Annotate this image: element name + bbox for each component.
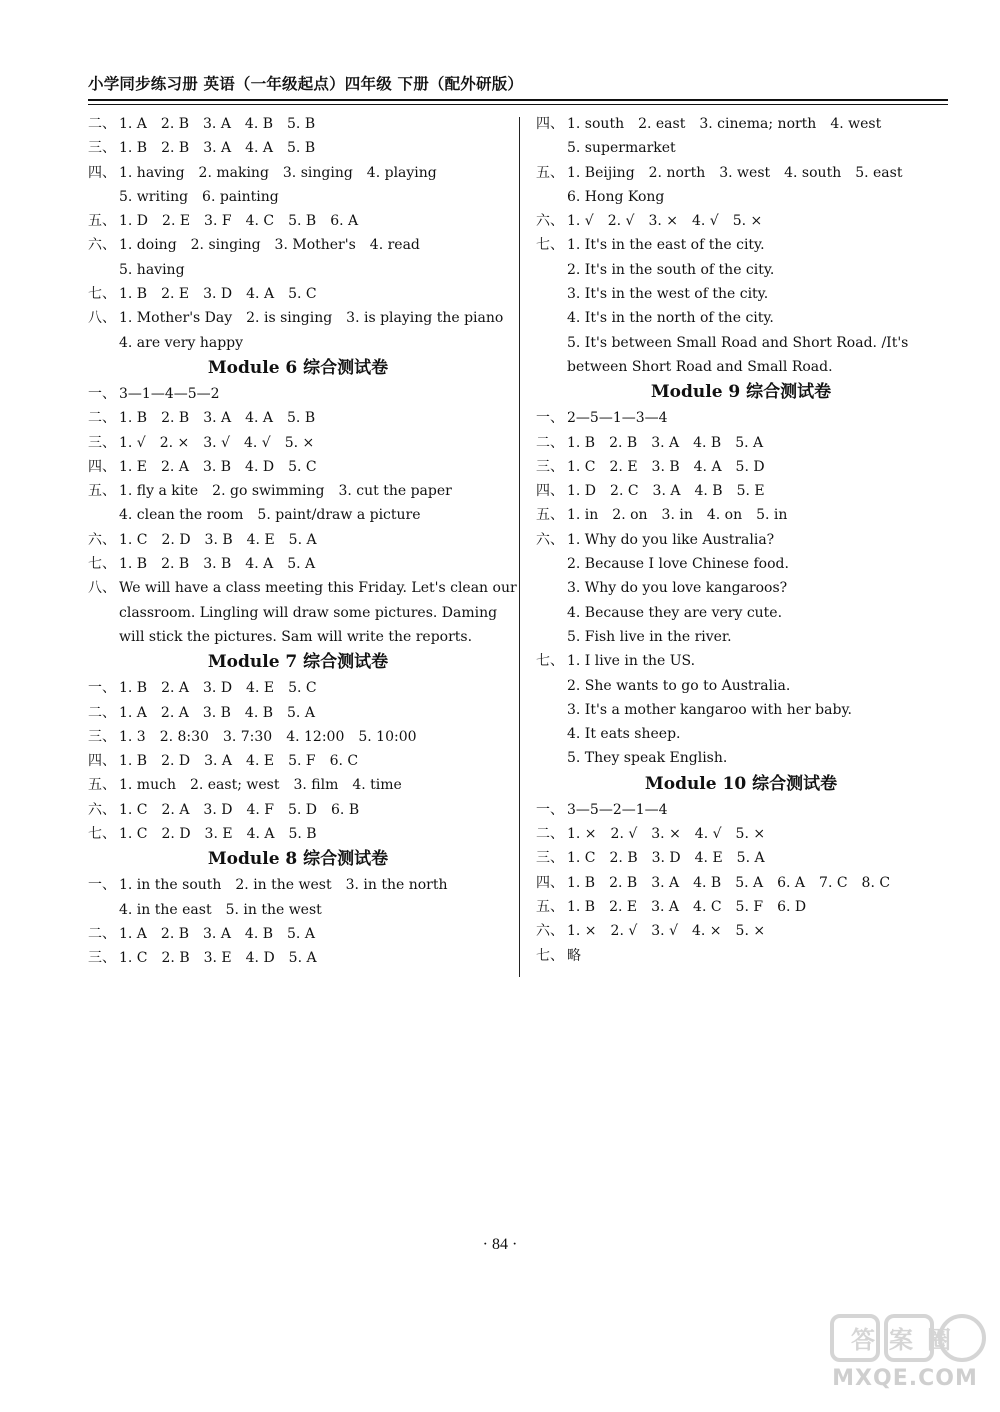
answer-line-continued: 2. Because I love Chinese food. bbox=[567, 556, 789, 573]
answer-line-continued: 4. Because they are very cute. bbox=[567, 604, 783, 621]
answer-line bbox=[536, 798, 946, 822]
watermark-logo-text: 答案圈 bbox=[851, 1326, 965, 1354]
answer-text: 1. √ 2. √ 3. × 4. √ 5. × bbox=[567, 213, 763, 230]
page-header bbox=[88, 72, 948, 98]
answer-text: 1. B 2. A 3. D 4. E 5. C bbox=[119, 680, 317, 697]
answer-line bbox=[88, 725, 508, 749]
answer-line bbox=[88, 873, 508, 897]
answer-text: 1. in the south 2. in the west 3. in the north bbox=[119, 877, 448, 894]
column-divider bbox=[519, 117, 520, 977]
answer-line bbox=[536, 431, 946, 455]
answer-line bbox=[536, 649, 946, 673]
question-number: 七、 bbox=[536, 653, 564, 670]
question-number: 七、 bbox=[536, 947, 564, 964]
answer-line-continued: 4. are very happy bbox=[119, 334, 244, 351]
answer-text: 1. B 2. E 3. D 4. A 5. C bbox=[119, 286, 317, 303]
answer-line bbox=[88, 552, 508, 576]
question-number: 七、 bbox=[88, 826, 116, 843]
question-number: 八、 bbox=[88, 580, 116, 597]
answer-line bbox=[88, 922, 508, 946]
question-number: 二、 bbox=[536, 434, 564, 451]
page-number: · 84 · bbox=[482, 1236, 518, 1253]
answer-line-continued: 5. having bbox=[119, 261, 185, 278]
answer-text: 1. It's in the east of the city. bbox=[567, 237, 765, 254]
question-number: 四、 bbox=[88, 753, 116, 770]
question-number: 二、 bbox=[88, 704, 116, 721]
question-number: 四、 bbox=[88, 164, 116, 181]
answer-text: 2—5—1—3—4 bbox=[567, 410, 668, 427]
answer-line bbox=[536, 503, 946, 527]
answer-line-continued: 5. It's between Small Road and Short Road. /It's bbox=[567, 334, 909, 351]
question-number: 一、 bbox=[536, 410, 564, 427]
question-number: 七、 bbox=[88, 556, 116, 573]
question-number: 三、 bbox=[88, 434, 116, 451]
answer-line-continued: 5. Fish live in the river. bbox=[567, 628, 732, 645]
question-number: 二、 bbox=[536, 826, 564, 843]
answer-line bbox=[88, 406, 508, 430]
answer-line bbox=[536, 871, 946, 895]
question-number: 七、 bbox=[88, 286, 116, 303]
answer-line-continued: 3. Why do you love kangaroos? bbox=[567, 580, 788, 597]
answer-text: 1. √ 2. × 3. √ 4. √ 5. × bbox=[119, 434, 315, 451]
question-number: 四、 bbox=[536, 116, 564, 132]
answer-text: 1. E 2. A 3. B 4. D 5. C bbox=[119, 458, 317, 475]
answer-text: 1. B 2. E 3. A 4. C 5. F 6. D bbox=[567, 898, 807, 915]
answer-text: 1. I live in the US. bbox=[567, 653, 696, 670]
answer-text: 1. C 2. B 3. E 4. D 5. A bbox=[119, 950, 317, 967]
answer-line bbox=[88, 946, 508, 970]
question-number: 六、 bbox=[88, 801, 116, 818]
answer-text: 3—5—2—1—4 bbox=[567, 801, 668, 818]
answer-text: 1. Beijing 2. north 3. west 4. south 5. east bbox=[567, 164, 903, 181]
answer-line-continued: 2. She wants to go to Australia. bbox=[567, 677, 791, 694]
question-number: 三、 bbox=[536, 850, 564, 867]
answer-line-continued: will stick the pictures. Sam will write the reports. bbox=[119, 628, 473, 645]
section-title: Module 7 综合测试卷 bbox=[207, 652, 389, 673]
question-number: 八、 bbox=[88, 310, 116, 327]
answer-line bbox=[88, 282, 508, 306]
section-title: Module 6 综合测试卷 bbox=[207, 357, 389, 378]
answer-line bbox=[88, 161, 508, 185]
answer-text: 1. B 2. B 3. A 4. B 5. A bbox=[567, 434, 764, 451]
answer-line bbox=[88, 306, 508, 330]
watermark-logo-icon bbox=[828, 1310, 988, 1366]
question-number: 六、 bbox=[536, 923, 564, 940]
answer-line bbox=[88, 233, 508, 257]
question-number: 六、 bbox=[88, 531, 116, 548]
answer-line bbox=[88, 822, 508, 846]
answer-line-continued: 3. It's a mother kangaroo with her baby. bbox=[567, 701, 852, 718]
question-number: 三、 bbox=[88, 140, 116, 157]
watermark bbox=[820, 1310, 990, 1400]
answer-line bbox=[88, 798, 508, 822]
answer-text: 1. Why do you like Australia? bbox=[567, 531, 775, 548]
answer-line bbox=[536, 822, 946, 846]
answer-line bbox=[88, 528, 508, 552]
answer-text: 1. doing 2. singing 3. Mother's 4. read bbox=[119, 237, 420, 254]
answer-line bbox=[536, 846, 946, 870]
answer-text: 1. fly a kite 2. go swimming 3. cut the paper bbox=[119, 483, 452, 500]
answer-text: 1. C 2. A 3. D 4. F 5. D 6. B bbox=[119, 801, 360, 818]
answer-text: 1. A 2. B 3. A 4. B 5. B bbox=[119, 116, 316, 132]
answer-line bbox=[88, 749, 508, 773]
answer-text: 1. much 2. east; west 3. film 4. time bbox=[119, 777, 402, 794]
question-number: 五、 bbox=[536, 898, 564, 915]
answer-text: 1. B 2. B 3. B 4. A 5. A bbox=[119, 556, 316, 573]
answer-line bbox=[88, 455, 508, 479]
answer-text: 1. having 2. making 3. singing 4. playing bbox=[119, 164, 437, 181]
answer-line-continued: 2. It's in the south of the city. bbox=[567, 261, 775, 278]
answer-text: 1. 3 2. 8:30 3. 7:30 4. 12:00 5. 10:00 bbox=[119, 728, 417, 745]
answer-text: 1. in 2. on 3. in 4. on 5. in bbox=[567, 507, 788, 524]
header-rule-thin bbox=[88, 104, 948, 105]
answer-line-continued: 5. They speak English. bbox=[567, 750, 728, 767]
section-title: Module 8 综合测试卷 bbox=[207, 849, 389, 870]
question-number: 三、 bbox=[88, 728, 116, 745]
question-number: 四、 bbox=[88, 458, 116, 475]
section-title: Module 9 综合测试卷 bbox=[650, 382, 832, 403]
answer-line-continued: 4. clean the room 5. paint/draw a picture bbox=[119, 507, 421, 524]
answer-line-continued: between Short Road and Small Road. bbox=[567, 358, 833, 375]
question-number: 三、 bbox=[88, 950, 116, 967]
answer-line bbox=[536, 919, 946, 943]
answer-text: 1. B 2. D 3. A 4. E 5. F 6. C bbox=[119, 753, 359, 770]
answer-line bbox=[536, 895, 946, 919]
answer-line bbox=[88, 773, 508, 797]
question-number: 六、 bbox=[536, 531, 564, 548]
left-answer-column bbox=[88, 112, 517, 971]
question-number: 五、 bbox=[88, 213, 116, 230]
answer-text: 1. Mother's Day 2. is singing 3. is playing the piano bbox=[119, 310, 504, 327]
right-answer-column bbox=[536, 112, 946, 968]
question-number: 四、 bbox=[536, 483, 564, 500]
question-number: 六、 bbox=[536, 213, 564, 230]
question-number: 五、 bbox=[88, 777, 116, 794]
answer-line bbox=[536, 455, 946, 479]
answer-line bbox=[88, 209, 508, 233]
answer-text: We will have a class meeting this Friday. Let's clean our bbox=[119, 580, 517, 597]
answer-line bbox=[536, 161, 946, 185]
answer-line-continued: 4. It's in the north of the city. bbox=[567, 310, 774, 327]
answer-text: 1. C 2. E 3. B 4. A 5. D bbox=[567, 458, 765, 475]
answer-line bbox=[536, 209, 946, 233]
question-number: 一、 bbox=[88, 385, 116, 402]
answer-line bbox=[88, 676, 508, 700]
question-number: 一、 bbox=[88, 877, 116, 894]
answer-text: 1. C 2. D 3. E 4. A 5. B bbox=[119, 826, 317, 843]
answer-line bbox=[536, 406, 946, 430]
answer-line bbox=[536, 479, 946, 503]
answer-line bbox=[88, 382, 508, 406]
answer-text: 1. B 2. B 3. A 4. A 5. B bbox=[119, 410, 316, 427]
question-number: 二、 bbox=[88, 410, 116, 427]
header-rule-thick bbox=[88, 99, 948, 101]
watermark-text: MXQE.COM bbox=[832, 1366, 978, 1391]
answer-line-continued: classroom. Lingling will draw some pictures. Daming bbox=[119, 604, 498, 621]
answer-text: 1. A 2. B 3. A 4. B 5. A bbox=[119, 925, 315, 942]
answer-text: 1. C 2. D 3. B 4. E 5. A bbox=[119, 531, 317, 548]
question-number: 一、 bbox=[88, 680, 116, 697]
answer-text: 1. B 2. B 3. A 4. B 5. A 6. A 7. C 8. C bbox=[567, 874, 891, 891]
answer-line bbox=[536, 112, 946, 136]
answer-text: 1. B 2. B 3. A 4. A 5. B bbox=[119, 140, 316, 157]
answer-text: 1. × 2. √ 3. × 4. √ 5. × bbox=[567, 826, 766, 843]
answer-line bbox=[88, 576, 517, 600]
answer-line-continued: 5. writing 6. painting bbox=[119, 188, 279, 205]
question-number: 五、 bbox=[536, 507, 564, 524]
answer-line bbox=[88, 136, 508, 160]
answer-text: 1. D 2. C 3. A 4. B 5. E bbox=[567, 483, 765, 500]
answer-text: 1. A 2. A 3. B 4. B 5. A bbox=[119, 704, 315, 721]
answer-line-continued: 4. It eats sheep. bbox=[567, 726, 681, 743]
question-number: 二、 bbox=[88, 925, 116, 942]
section-title: Module 10 综合测试卷 bbox=[644, 773, 838, 794]
answer-line-continued: 3. It's in the west of the city. bbox=[567, 286, 769, 303]
question-number: 三、 bbox=[536, 458, 564, 475]
answer-line bbox=[536, 233, 946, 257]
answer-line bbox=[88, 112, 508, 136]
answer-line bbox=[536, 944, 946, 968]
answer-text: 1. C 2. B 3. D 4. E 5. A bbox=[567, 850, 765, 867]
answer-text: 略 bbox=[567, 947, 581, 964]
answer-line-continued: 5. supermarket bbox=[567, 140, 676, 157]
answer-text: 1. × 2. √ 3. √ 4. × 5. × bbox=[567, 923, 766, 940]
answer-line-continued: 4. in the east 5. in the west bbox=[119, 901, 322, 918]
question-number: 一、 bbox=[536, 801, 564, 818]
answer-line bbox=[536, 528, 946, 552]
question-number: 七、 bbox=[536, 237, 564, 254]
header-title: 小学同步练习册 英语（一年级起点）四年级 下册（配外研版） bbox=[88, 75, 524, 93]
answer-line bbox=[88, 479, 508, 503]
question-number: 六、 bbox=[88, 237, 116, 254]
answer-text: 1. south 2. east 3. cinema; north 4. west bbox=[567, 116, 882, 132]
answer-line bbox=[88, 431, 508, 455]
question-number: 五、 bbox=[88, 483, 116, 500]
answer-text: 1. D 2. E 3. F 4. C 5. B 6. A bbox=[119, 213, 359, 230]
answer-line bbox=[88, 701, 508, 725]
question-number: 五、 bbox=[536, 164, 564, 181]
question-number: 二、 bbox=[88, 116, 116, 132]
answer-line-continued: 6. Hong Kong bbox=[567, 188, 665, 205]
answer-text: 3—1—4—5—2 bbox=[119, 385, 220, 402]
question-number: 四、 bbox=[536, 874, 564, 891]
